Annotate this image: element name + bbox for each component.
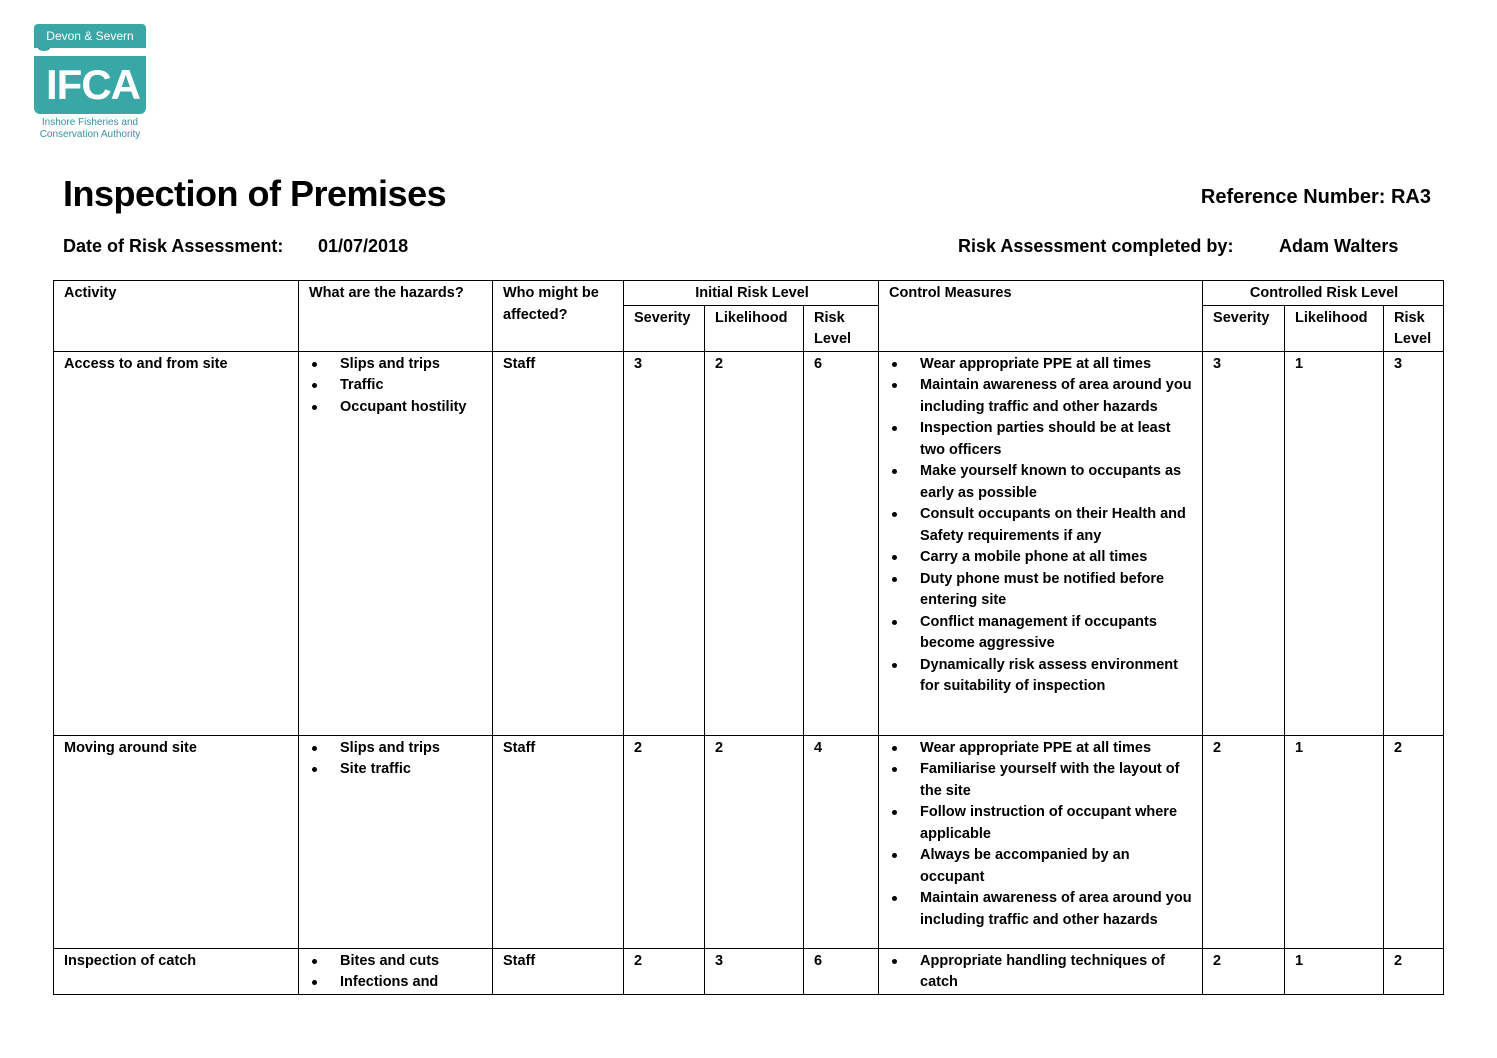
control-item: Always be accompanied by an occupant [889,845,1194,888]
initial-risk-cell: 6 [804,948,879,994]
logo-sub-line1: Inshore Fisheries and [41,117,139,128]
header-hazards: What are the hazards? [299,281,493,352]
controlled-likelihood-cell: 1 [1285,948,1384,994]
header-controlled-likelihood: Likelihood [1285,305,1384,351]
reference-number: Reference Number: RA3 [1200,186,1431,208]
control-item: Wear appropriate PPE at all times [889,354,1194,376]
hazard-item: Occupant hostility [309,397,484,419]
hazard-item: Infections and [309,972,484,994]
initial-severity-cell: 2 [624,948,705,994]
affected-cell: Staff [493,351,624,735]
affected-cell: Staff [493,735,624,948]
hazards-cell [299,735,493,948]
controlled-risk-cell: 2 [1384,735,1444,948]
initial-likelihood-cell: 3 [705,948,804,994]
control-measures-cell [879,351,1203,735]
affected-cell: Staff [493,948,624,994]
header-initial-likelihood: Likelihood [705,305,804,351]
hazards-cell [299,351,493,735]
logo-top-text: Devon & Severn [34,24,146,48]
hazards-cell [299,948,493,994]
initial-severity-cell: 3 [624,351,705,735]
hazard-item: Bites and cuts [309,951,484,973]
control-item: Dynamically risk assess environment for suitability of inspection [889,655,1194,698]
hazard-item: Site traffic [309,759,484,781]
header-controlled-risk-level: Risk Level [1384,305,1444,351]
control-item: Follow instruction of occupant where applicable [889,802,1194,845]
control-item: Maintain awareness of area around you including traffic and other hazards [889,375,1194,418]
controlled-severity-cell: 2 [1203,948,1285,994]
control-item: Carry a mobile phone at all times [889,547,1194,569]
fish-icon [38,45,50,51]
control-item: Appropriate handling techniques of catch [889,951,1194,994]
table-row [54,948,1444,994]
control-item: Consult occupants on their Health and Safety requirements if any [889,504,1194,547]
table-row [54,351,1444,735]
initial-likelihood-cell: 2 [705,735,804,948]
control-item: Familiarise yourself with the layout of the site [889,759,1194,802]
hazard-item: Slips and trips [309,738,484,760]
completed-by-value: Adam Walters [1279,236,1399,256]
header-initial-severity: Severity [624,305,705,351]
page-title: Inspection of Premises [63,173,447,214]
logo-main-text: IFCA [46,61,140,108]
header-activity: Activity [54,281,299,352]
control-item: Duty phone must be notified before entering site [889,569,1194,612]
controlled-risk-cell: 3 [1384,351,1444,735]
logo-main [34,56,146,114]
controlled-severity-cell: 2 [1203,735,1285,948]
control-measures-cell [879,735,1203,948]
initial-likelihood-cell: 2 [705,351,804,735]
header-initial-risk: Initial Risk Level [624,281,879,306]
header-control-measures: Control Measures [879,281,1203,352]
controlled-likelihood-cell: 1 [1285,735,1384,948]
risk-assessment-table [53,280,1444,995]
hazard-item: Slips and trips [309,354,484,376]
activity-cell: Access to and from site [54,351,299,735]
controlled-likelihood-cell: 1 [1285,351,1384,735]
controlled-risk-cell: 2 [1384,948,1444,994]
control-item: Conflict management if occupants become aggressive [889,612,1194,655]
header-controlled-severity: Severity [1203,305,1285,351]
control-measures-cell [879,948,1203,994]
controlled-severity-cell: 3 [1203,351,1285,735]
hazard-item: Traffic [309,375,484,397]
completed-by-label: Risk Assessment completed by: [958,236,1234,256]
header-controlled-risk: Controlled Risk Level [1203,281,1444,306]
ifca-logo [34,24,146,141]
header-initial-risk-level: Risk Level [804,305,879,351]
control-item: Make yourself known to occupants as early as possible [889,461,1194,504]
table-row [54,735,1444,948]
logo-subtitle [34,117,146,141]
header-affected: Who might be affected? [493,281,624,352]
date-label: Date of Risk Assessment: [63,236,284,256]
logo-sub-line2: Conservation Authority [39,129,141,140]
activity-cell: Inspection of catch [54,948,299,994]
control-item: Maintain awareness of area around you including traffic and other hazards [889,888,1194,931]
initial-risk-cell: 6 [804,351,879,735]
initial-risk-cell: 4 [804,735,879,948]
initial-severity-cell: 2 [624,735,705,948]
control-item: Inspection parties should be at least two officers [889,418,1194,461]
activity-cell: Moving around site [54,735,299,948]
control-item: Wear appropriate PPE at all times [889,738,1194,760]
date-value: 01/07/2018 [318,236,409,256]
